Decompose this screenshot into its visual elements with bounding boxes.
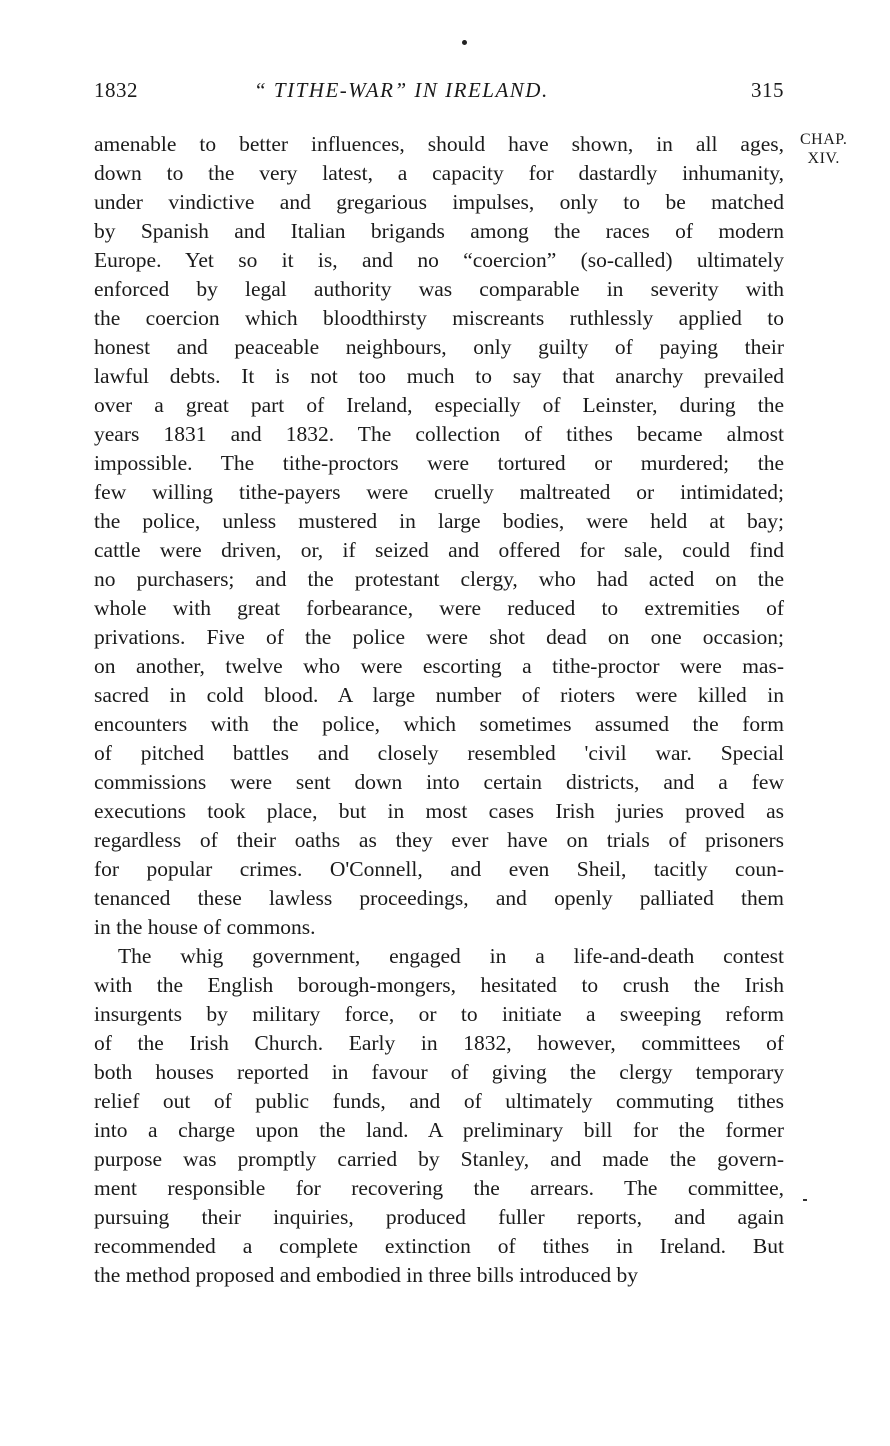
text-line: in the house of commons. — [94, 915, 316, 939]
text-line: cattle were driven, or, if seized and offered for sale, could find — [94, 538, 784, 562]
text-line: Europe. Yet so it is, and no “coercion” (so-called) ultimately — [94, 248, 784, 272]
text-line: pursuing their inquiries, produced fuller reports, and again — [94, 1205, 784, 1229]
text-line: honest and peaceable neighbours, only guilty of paying their — [94, 335, 784, 359]
text-line: relief out of public funds, and of ultimately commuting tithes — [94, 1089, 784, 1113]
text-line: commissions were sent down into certain districts, and a few — [94, 770, 784, 794]
text-line: purpose was promptly carried by Stanley, and made the govern- — [94, 1147, 784, 1171]
chapter-margin-note — [800, 130, 847, 168]
text-line: for popular crimes. O'Connell, and even Sheil, tacitly coun- — [94, 857, 784, 881]
text-line: years 1831 and 1832. The collection of tithes became almost — [94, 422, 784, 446]
margin-note-number: XIV. — [807, 150, 840, 167]
page-number: 315 — [751, 78, 784, 102]
text-line: the method proposed and embodied in three bills introduced by — [94, 1263, 638, 1287]
text-line: insurgents by military force, or to initiate a sweeping reform — [94, 1002, 784, 1026]
running-header — [94, 78, 784, 108]
text-line: the police, unless mustered in large bodies, were held at bay; — [94, 509, 784, 533]
text-line: tenanced these lawless proceedings, and openly palliated them — [94, 886, 784, 910]
text-line: impossible. The tithe-proctors were tortured or murdered; the — [94, 451, 784, 475]
margin-note-chap: CHAP. — [800, 131, 848, 148]
text-line: whole with great forbearance, were reduced to extremities of — [94, 596, 784, 620]
text-line: amenable to better influences, should have shown, in all ages, — [94, 132, 784, 156]
text-line: with the English borough-mongers, hesitated to crush the Irish — [94, 973, 784, 997]
paragraph-2 — [94, 942, 784, 1290]
body-text — [94, 130, 784, 1290]
text-line: over a great part of Ireland, especially of Leinster, during the — [94, 393, 784, 417]
text-line: under vindictive and gregarious impulses, only to be matched — [94, 190, 784, 214]
stray-ink-mark — [803, 1199, 807, 1201]
text-line: into a charge upon the land. A preliminary bill for the former — [94, 1118, 784, 1142]
text-line: encounters with the police, which sometimes assumed the form — [94, 712, 784, 736]
text-line: recommended a complete extinction of tithes in Ireland. But — [94, 1234, 784, 1258]
text-line: the coercion which bloodthirsty miscreants ruthlessly applied to — [94, 306, 784, 330]
text-line: enforced by legal authority was comparable in severity with — [94, 277, 784, 301]
text-line: executions took place, but in most cases Irish juries proved as — [94, 799, 784, 823]
text-line: down to the very latest, a capacity for dastardly inhumanity, — [94, 161, 784, 185]
printer-dot-mark — [462, 40, 467, 45]
text-line: by Spanish and Italian brigands among the races of modern — [94, 219, 784, 243]
text-line: of the Irish Church. Early in 1832, however, committees of — [94, 1031, 784, 1055]
text-line: ment responsible for recovering the arrears. The committee, — [94, 1176, 784, 1200]
text-line: of pitched battles and closely resembled 'civil war. Special — [94, 741, 784, 765]
text-line: few willing tithe-payers were cruelly maltreated or intimidated; — [94, 480, 784, 504]
paragraph-1 — [94, 130, 784, 942]
running-title: “ TITHE-WAR” IN IRELAND. — [254, 78, 549, 102]
text-line: both houses reported in favour of giving the clergy temporary — [94, 1060, 784, 1084]
text-line: sacred in cold blood. A large number of rioters were killed in — [94, 683, 784, 707]
text-line: The whig government, engaged in a life-and-death contest — [118, 944, 784, 968]
text-line: privations. Five of the police were shot dead on one occasion; — [94, 625, 784, 649]
header-year: 1832 — [94, 78, 138, 102]
text-line: no purchasers; and the protestant clergy, who had acted on the — [94, 567, 784, 591]
text-line: regardless of their oaths as they ever have on trials of prisoners — [94, 828, 784, 852]
text-line: on another, twelve who were escorting a tithe-proctor were mas- — [94, 654, 784, 678]
text-line: lawful debts. It is not too much to say that anarchy prevailed — [94, 364, 784, 388]
